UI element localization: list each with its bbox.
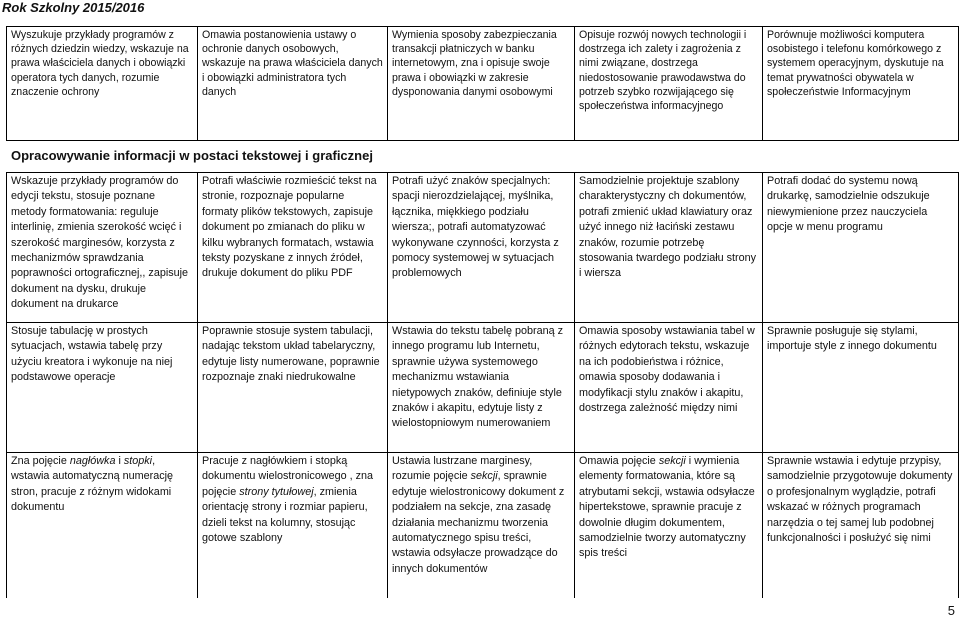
document-header-title: Rok Szkolny 2015/2016	[2, 0, 145, 15]
requirements-table-main	[6, 172, 959, 598]
top-cell-5: Porównuje możliwości komputera osobistego i telefonu komórkowego z systemem operacyjnym, dyskutuje na temat prywatności obywatela w społeczeństwie Informacyjnym	[763, 27, 959, 141]
cell-grade-6: Sprawnie wstawia i edytuje przypisy, samodzielnie przygotowuje dokumenty o profesjonalnym wyglądzie, potrafi wskazać w różnych programach narzędzia o tej samej lub podobnej funkcjonalności i posłużyć się nimi	[763, 453, 959, 598]
cell-grade-4: Ustawia lustrzane marginesy, rozumie pojęcie sekcji, sprawnie edytuje wielostronicowy dokument z podziałem na sekcje, zna zasadę działania mechanizmu tworzenia automatycznego spisu treści, wstawia odsyłacze prowadzące do innych dokumentów	[388, 453, 575, 598]
cell-grade-2: Stosuje tabulację w prostych sytuacjach, wstawia tabelę przy użyciu kreatora i wykonuje na niej podstawowe operacje	[7, 323, 198, 453]
top-cell-4: Opisuje rozwój nowych technologii i dostrzega ich zalety i zagrożenia z nimi związane, dostrzega niedostosowanie prawodawstwa do potrzeb szybko rozwijającego się społeczeństwa informacyjnego	[575, 27, 763, 141]
top-cell-3: Wymienia sposoby zabezpieczania transakcji płatniczych w banku internetowym, zna i opisuje swoje prawa i obowiązki w zakresie dysponowania danymi osobowymi	[388, 27, 575, 141]
cell-grade-5: Omawia pojęcie sekcji i wymienia elementy formatowania, które są atrybutami sekcji, wstawia odsyłacze hipertekstowe, sprawnie pracuje z dowolnie długim dokumentem, samodzielnie tworzy automatyczny spis treści	[575, 453, 763, 598]
cell-grade-5: Omawia sposoby wstawiania tabel w różnych edytorach tekstu, wskazuje na ich podobieństwa i różnice, omawia sposoby dodawania i modyfikacji stylu znaków i akapitu, dostrzega zależność między nimi	[575, 323, 763, 453]
requirements-table-top	[6, 26, 959, 141]
page-number: 5	[947, 603, 955, 618]
cell-grade-5: Samodzielnie projektuje szablony charakterystyczny ch dokumentów, potrafi zmienić układ klawiatury oraz użyć innego niż łaciński zestawu znaków, rozumie potrzebę stosowania twardego podziału strony i wiersza	[575, 173, 763, 323]
cell-grade-3: Potrafi właściwie rozmieścić tekst na stronie, rozpoznaje popularne formaty plików tekstowych, zapisuje dokument po zmianach do pliku w kilku wybranych formatach, wstawia teksty pozyskane z innych źródeł, drukuje dokument do pliku PDF	[198, 173, 388, 323]
top-cell-2: Omawia postanowienia ustawy o ochronie danych osobowych, wskazuje na prawa właściciela danych i obowiązki administratora tych danych	[198, 27, 388, 141]
cell-grade-4: Potrafi użyć znaków specjalnych: spacji nierozdzielającej, myślnika, łącznika, miękkiego podziału wiersza;, potrafi automatyzować wykonywane czynności, korzysta z pomocy systemowej w sytuacjach problemowych	[388, 173, 575, 323]
cell-grade-3: Pracuje z nagłówkiem i stopką dokumentu wielostronicowego , zna pojęcie strony tytułowej, zmienia orientację strony i rozmiar papieru, dzieli tekst na kolumny, stosując gotowe szablony	[198, 453, 388, 598]
cell-grade-2: Zna pojęcie nagłówka i stopki, wstawia automatyczną numerację stron, pracuje z różnym widokami dokumentu	[7, 453, 198, 598]
cell-grade-3: Poprawnie stosuje system tabulacji, nadając tekstom układ tabelaryczny, edytuje listy numerowane, poprawnie rozpoznaje znaki niedrukowalne	[198, 323, 388, 453]
table-row	[7, 323, 959, 453]
section-heading: Opracowywanie informacji w postaci tekstowej i graficznej	[11, 148, 373, 163]
cell-grade-2: Wskazuje przykłady programów do edycji tekstu, stosuje poznane metody formatowania: reguluje interlinię, zmienia szerokość wcięć i szerokość marginesów, korzysta z mechanizmów sprawdzania poprawności ortograficznej,, zapisuje dokument na dysku, drukuje dokument na drukarce	[7, 173, 198, 323]
table-row	[7, 173, 959, 323]
cell-grade-6: Potrafi dodać do systemu nową drukarkę, samodzielnie odszukuje niewymienione przez nauczyciela opcje w menu programu	[763, 173, 959, 323]
table-row	[7, 453, 959, 598]
cell-grade-4: Wstawia do tekstu tabelę pobraną z innego programu lub Internetu, sprawnie używa systemowego mechanizmu wstawiania nietypowych znaków, definiuje style znaków i akapitu, edytuje listy z wielostopniowym numerowaniem	[388, 323, 575, 453]
top-cell-1: Wyszukuje przykłady programów z różnych dziedzin wiedzy, wskazuje na prawa właściciela danych i obowiązki operatora tych danych, rozumie znaczenie ochrony	[7, 27, 198, 141]
cell-grade-6: Sprawnie posługuje się stylami, importuje style z innego dokumentu	[763, 323, 959, 453]
